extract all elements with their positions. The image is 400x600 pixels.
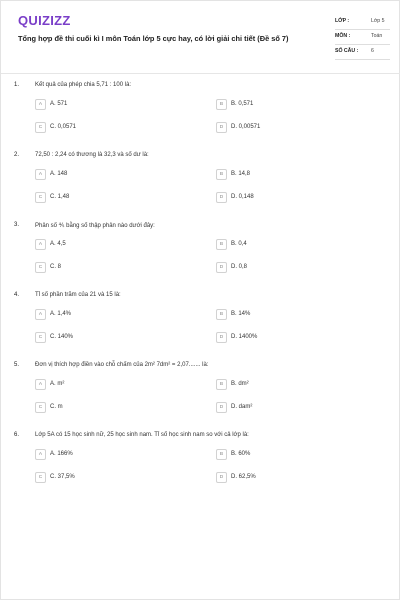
question-3 [1,219,400,289]
question-text: Tỉ số phần trăm của 21 và 15 là: [35,292,121,298]
option-letter-box: A [35,169,46,180]
option-text: C. 8 [50,263,62,270]
option-letter-box: A [35,99,46,110]
question-6 [1,429,400,499]
question-5 [1,359,400,429]
question-list [1,79,400,499]
meta-label: MÔN : [335,33,351,39]
option-text: A. 571 [50,100,68,107]
header-divider [1,73,400,74]
question-text: Kết quả của phép chia 5,71 : 100 là: [35,82,132,88]
answer-option-c[interactable] [35,262,185,275]
worksheet-meta [335,15,390,60]
option-text: D. dam² [231,403,253,410]
question-number: 2. [14,152,20,158]
option-letter-box: A [35,309,46,320]
option-text: B. dm² [231,380,249,387]
quizizz-logo: QUIZIZZ [18,13,71,28]
question-4 [1,289,400,359]
option-letter-box: A [35,379,46,390]
answer-option-c[interactable] [35,472,185,485]
meta-label: LỚP : [335,18,350,24]
answer-option-d[interactable] [216,402,366,415]
option-text: C. 1,48 [50,193,70,200]
worksheet-title: Tổng hợp đề thi cuối kì I môn Toán lớp 5 cực hay, có lời giải chi tiết (Đề số 7) [18,34,289,43]
option-text: D. 0,148 [231,193,254,200]
option-text: D. 62,5% [231,473,256,480]
meta-value: 6 [371,48,374,54]
answer-option-a[interactable] [35,309,185,322]
answer-option-b[interactable] [216,309,366,322]
option-text: B. 14% [231,310,251,317]
option-letter-box: B [216,449,227,460]
question-number: 5. [14,362,20,368]
answer-option-a[interactable] [35,99,185,112]
option-text: D. 0,00571 [231,123,261,130]
option-letter-box: D [216,262,227,273]
question-text: Phân số ⅘ bằng số thập phân nào dưới đây: [35,223,155,229]
answer-option-c[interactable] [35,402,185,415]
option-text: C. 0,0571 [50,123,77,130]
option-letter-box: D [216,332,227,343]
option-text: B. 14,8 [231,170,251,177]
answer-option-d[interactable] [216,332,366,345]
answer-option-b[interactable] [216,99,366,112]
meta-value: Toán [371,33,383,39]
option-letter-box: C [35,262,46,273]
answer-option-c[interactable] [35,332,185,345]
option-letter-box: C [35,332,46,343]
option-letter-box: B [216,309,227,320]
option-text: A. 4,5 [50,240,66,247]
meta-row-class [335,15,390,30]
option-letter-box: B [216,239,227,250]
question-number: 3. [14,222,20,228]
answer-option-b[interactable] [216,239,366,252]
option-letter-box: B [216,99,227,110]
option-letter-box: D [216,402,227,413]
option-text: A. m² [50,380,65,387]
answer-option-d[interactable] [216,262,366,275]
option-text: B. 0,4 [231,240,247,247]
option-text: B. 60% [231,450,251,457]
option-letter-box: C [35,402,46,413]
option-text: D. 0,8 [231,263,248,270]
meta-row-subject [335,30,390,45]
option-letter-box: C [35,192,46,203]
option-letter-box: D [216,122,227,133]
option-letter-box: D [216,192,227,203]
option-letter-box: C [35,472,46,483]
question-number: 1. [14,82,20,88]
answer-option-c[interactable] [35,192,185,205]
option-text: A. 166% [50,450,73,457]
option-text: A. 148 [50,170,68,177]
question-1 [1,79,400,149]
answer-option-a[interactable] [35,239,185,252]
meta-label: SỐ CÂU : [335,48,359,54]
question-text: Đơn vị thích hợp điền vào chỗ chấm của 2m² 7dm² = 2,07....... là: [35,362,209,368]
option-text: B. 0,571 [231,100,254,107]
answer-option-d[interactable] [216,472,366,485]
option-text: C. m [50,403,63,410]
option-letter-box: C [35,122,46,133]
meta-value: Lớp 5 [371,18,385,24]
answer-option-d[interactable] [216,192,366,205]
question-text: 72,50 : 2,24 có thương là 32,3 và số dư là: [35,152,149,158]
question-text: Lớp 5A có 15 học sinh nữ, 25 học sinh nam. Tỉ số học sinh nam so với cả lớp là: [35,432,249,438]
answer-option-a[interactable] [35,449,185,462]
option-text: C. 37,5% [50,473,75,480]
option-letter-box: B [216,169,227,180]
answer-option-a[interactable] [35,169,185,182]
answer-option-c[interactable] [35,122,185,135]
option-letter-box: B [216,379,227,390]
option-letter-box: A [35,239,46,250]
option-text: D. 1400% [231,333,258,340]
meta-row-count [335,45,390,60]
answer-option-d[interactable] [216,122,366,135]
question-number: 4. [14,292,20,298]
answer-option-b[interactable] [216,169,366,182]
option-text: A. 1,4% [50,310,72,317]
answer-option-b[interactable] [216,449,366,462]
answer-option-a[interactable] [35,379,185,392]
option-letter-box: A [35,449,46,460]
option-text: C. 140% [50,333,74,340]
option-letter-box: D [216,472,227,483]
worksheet-header [1,1,400,73]
question-number: 6. [14,432,20,438]
answer-option-b[interactable] [216,379,366,392]
question-2 [1,149,400,219]
